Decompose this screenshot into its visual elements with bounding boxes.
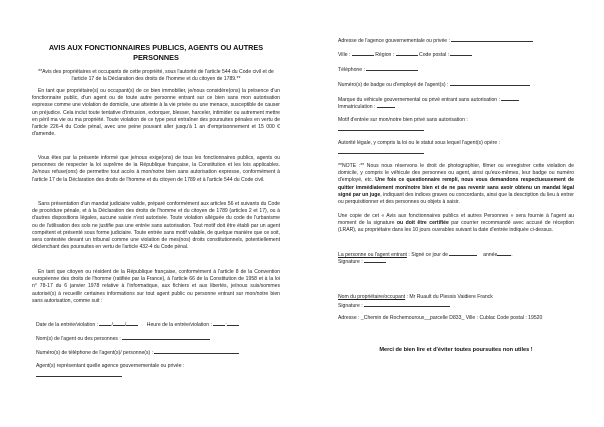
motif-label: Motif d'entrée sur mon/notre bien privé sans autorisation :	[338, 117, 468, 123]
note-paragraph	[338, 163, 574, 206]
document-subtitle: **Avis des propriétaires et occupants de cette propriété, sous l'autorité de l'article 544 du Code civil et de l'article 17 de la Déclaration des droits de l'homme et du citoyen de 1789.**	[38, 69, 274, 83]
agence-field	[36, 363, 184, 370]
noms-field	[36, 334, 210, 343]
telephone-input[interactable]	[366, 65, 418, 71]
vehicule-input[interactable]	[501, 95, 519, 101]
code-postal-label: Code postal :	[419, 52, 450, 58]
date-day-input[interactable]	[99, 320, 111, 326]
vehicule-label: Marque du véhicule gouvernemental ou privé entrant sans autorisation :	[338, 97, 500, 103]
code-postal-input[interactable]	[450, 50, 472, 56]
agent-sign-label: La personne ou l'agent entrant	[338, 252, 407, 258]
owner-signature-label: Signature :	[338, 303, 363, 309]
copie-bold-text: ou doit être certifiée	[396, 220, 449, 227]
agent-signature-label: Signature :	[338, 259, 363, 265]
owner-name: : Mr Ruault du Plessis Vaidiere Franck	[406, 294, 493, 300]
agence-input-row	[36, 371, 122, 380]
owner-signature-input[interactable]	[364, 301, 450, 307]
adresse-agence-label: Adresse de l'agence gouvernementale ou privée :	[338, 38, 450, 44]
badge-input[interactable]	[450, 80, 530, 86]
copie-text: Une copie de cet « Avis aux fonctionnaires publics et autres Personnes » sera fournie à l'agent au moment de la signature	[338, 213, 574, 227]
heure-label: Heure de la entrée/violation :	[146, 322, 212, 328]
owner-adresse: Adresse : _Chemin de Rochemouroux__parcelle D833_ Ville : Cublac Code postal : 19520	[338, 315, 543, 321]
note-bold-text: Une fois ce questionnaire rempli, nous vous demandons respectueusement de quitter immédiatement mon/notre bien et de ne pas revenir sans avoir obtenu un mandat légal signé par un juge	[338, 177, 574, 198]
heure-hour-input[interactable]	[213, 320, 225, 326]
owner-label: Nom du propriétaire/occupant	[338, 294, 406, 300]
heure-separator: :	[225, 322, 227, 328]
paragraph-2	[32, 155, 280, 184]
paragraph-4	[32, 269, 280, 305]
closing-message: Merci de bien lire et d'éviter toutes poursuites non utiles !	[379, 347, 533, 353]
document-title: AVIS AUX FONCTIONNAIRES PUBLICS, AGENTS OU AUTRES PERSONNES	[48, 43, 264, 62]
autorite-input[interactable]	[338, 148, 424, 154]
owner-adresse-row	[338, 315, 542, 322]
note-suffix-text: , indiquant des indices graves ou concordants, ainsi que la description du lieu à entrer ou perquisitionner et des personnes ou objets à saisir.	[338, 191, 574, 206]
note-text: **NOTE :** Nous nous réservons le droit de photographier, filmer ou enregistrer cette violation de domicile, y compris le véhicule des personnes ou agent, ainsi qu'eux-mêmes, leur badge ou numéro d'employé, etc.	[338, 163, 574, 184]
noms-input[interactable]	[122, 334, 210, 340]
region-input[interactable]	[396, 50, 418, 56]
agent-sign-end: .	[511, 252, 513, 258]
telephone-agent-field	[36, 348, 239, 357]
agence-label: Agent(s) représentant quelle agence gouvernementale ou privée :	[36, 363, 185, 369]
date-month-input[interactable]	[113, 320, 125, 326]
date-heure-field-row	[36, 320, 239, 329]
agent-sign-jour-input[interactable]	[449, 250, 477, 256]
agent-signature-row	[338, 257, 386, 266]
autorite-label: Autorité légale, y compris la loi ou le statut sous lequel l'agent(s) opère :	[338, 140, 501, 146]
copie-suffix-text: par courrier recommandé avec accusé de réception (LRAR), au propriétaire dans les 10 jours ouvrables suivant la date d'entrée indiquée ci-dessus.	[338, 220, 574, 234]
autorite-field	[338, 140, 500, 147]
copie-paragraph	[338, 213, 574, 235]
telephone-label: Téléphone :	[338, 67, 365, 73]
noms-label: Nom(s) de l'agent ou des personnes :	[36, 336, 121, 342]
agent-sign-text: : Signé ce jour de	[408, 252, 449, 258]
telephone-agent-input[interactable]	[154, 348, 239, 354]
ville-input[interactable]	[352, 50, 374, 56]
date-separator: /	[111, 322, 113, 328]
agent-signature-input[interactable]	[364, 257, 386, 263]
agent-sign-annee-label: année	[483, 252, 498, 258]
adresse-agence-input[interactable]	[451, 36, 533, 42]
motif-input[interactable]	[338, 125, 424, 131]
agent-sign-annee-input[interactable]	[497, 250, 511, 256]
ville-region-cp-field	[338, 50, 472, 59]
adresse-agence-field	[338, 36, 533, 45]
telephone-agent-label: Numéro(s) de téléphone de l'agent(s)/ personne(s) :	[36, 350, 154, 356]
immatriculation-field	[338, 102, 395, 111]
date-separator: /	[124, 322, 127, 328]
autorite-input-row	[338, 148, 424, 157]
badge-label: Numéro(s) de badge ou d'employé de l'agent(s) :	[338, 82, 449, 88]
owner-signature-row	[338, 301, 450, 310]
region-label: Région :	[375, 52, 395, 58]
telephone-field	[338, 65, 418, 74]
date-label: Date de la entrée/violation :	[36, 322, 99, 328]
paragraph-4-text: En tant que citoyen ou résident de la République française, conformément à l'article 8 de la Convention européenne des droits de l'homme (ratifiée par la France), à l'article 66 de la Constitution de 1958 et à la loi n° 78-17 du 6 janvier 1978 relative à l'informatique, aux fichiers et aux libertés, je/nous suis/sommes autorisé(s) à recueillir certaines informations sur tout agent public ou personne entrant sur mon/notre bien sans autorisation, comme suit :	[32, 269, 280, 304]
paragraph-2-text: Vous êtes par la présente informé que je/nous exige(ons) de tous les fonctionnaires publics, agents ou personnes de respecter la loi suprême de la République française, la Constitution et les lois applicables. Je/nous refuse(ons) de permettre tout accès à mon/notre bien sans autorisation expresse, conformément à l'article 17 de la Déclaration des droits de l'homme et du citoyen de 1789 et à l'article 544 du Code civil.	[32, 155, 280, 183]
motif-field	[338, 117, 468, 124]
paragraph-1-text: En tant que propriétaire(s) ou occupant(s) de ce bien immobilier, je/nous considère(ons) la présence d'un fonctionnaire public, d'un agent ou de toute autre personne entrant sur ce bien sans mon autorisation expresse comme une violation de domicile, une atteinte à la vie privée ou une menace, susceptible de causer un préjudice. Cela inclut toute tentative d'intrusion, extorquer, blesser, harceler, intimider ou autrement mettre en péril ma vie ou ma propriété. Toute violation de ce type peut entraîner des poursuites pénales en vertu de l'article 226-4 du Code pénal, avec une peine pouvant aller jusqu'à 1 an d'emprisonnement et 15 000 € d'amende.	[32, 88, 280, 138]
badge-field	[338, 80, 530, 89]
agence-input[interactable]	[36, 371, 122, 377]
motif-input-row	[338, 125, 424, 134]
ville-label: Ville :	[338, 52, 351, 58]
immatriculation-label: Immatriculation :	[338, 104, 376, 110]
paragraph-1	[32, 88, 280, 138]
date-year-input[interactable]	[126, 320, 138, 326]
heure-minute-input[interactable]	[227, 320, 239, 326]
paragraph-3	[32, 201, 280, 251]
paragraph-3-text: Sans présentation d'un mandat judiciaire valide, préparé conformément aux articles 56 et suivants du Code de procédure pénale, et à la Déclaration des droits de l'homme et du citoyen de 1789 (articles 2 et 17), ou à d'autres dispositions légales, aucune saisie n'est autorisée. Toute violation alléguée du code de l'urbanisme ou de l'utilisation des sols ne justifie pas une entrée sans autorisation. Tout motif doit être établi par un agent compétent et présenté sous forme judiciaire. Toute entrée sans motif valable, de quelque manière que ce soit, sera contestée devant un tribunal comme une violation de mes(nos) droits constitutionnels, potentiellement déclenchant des poursuites en vertu de l'article 432-4 du Code pénal.	[32, 201, 280, 251]
immatriculation-input[interactable]	[377, 102, 395, 108]
